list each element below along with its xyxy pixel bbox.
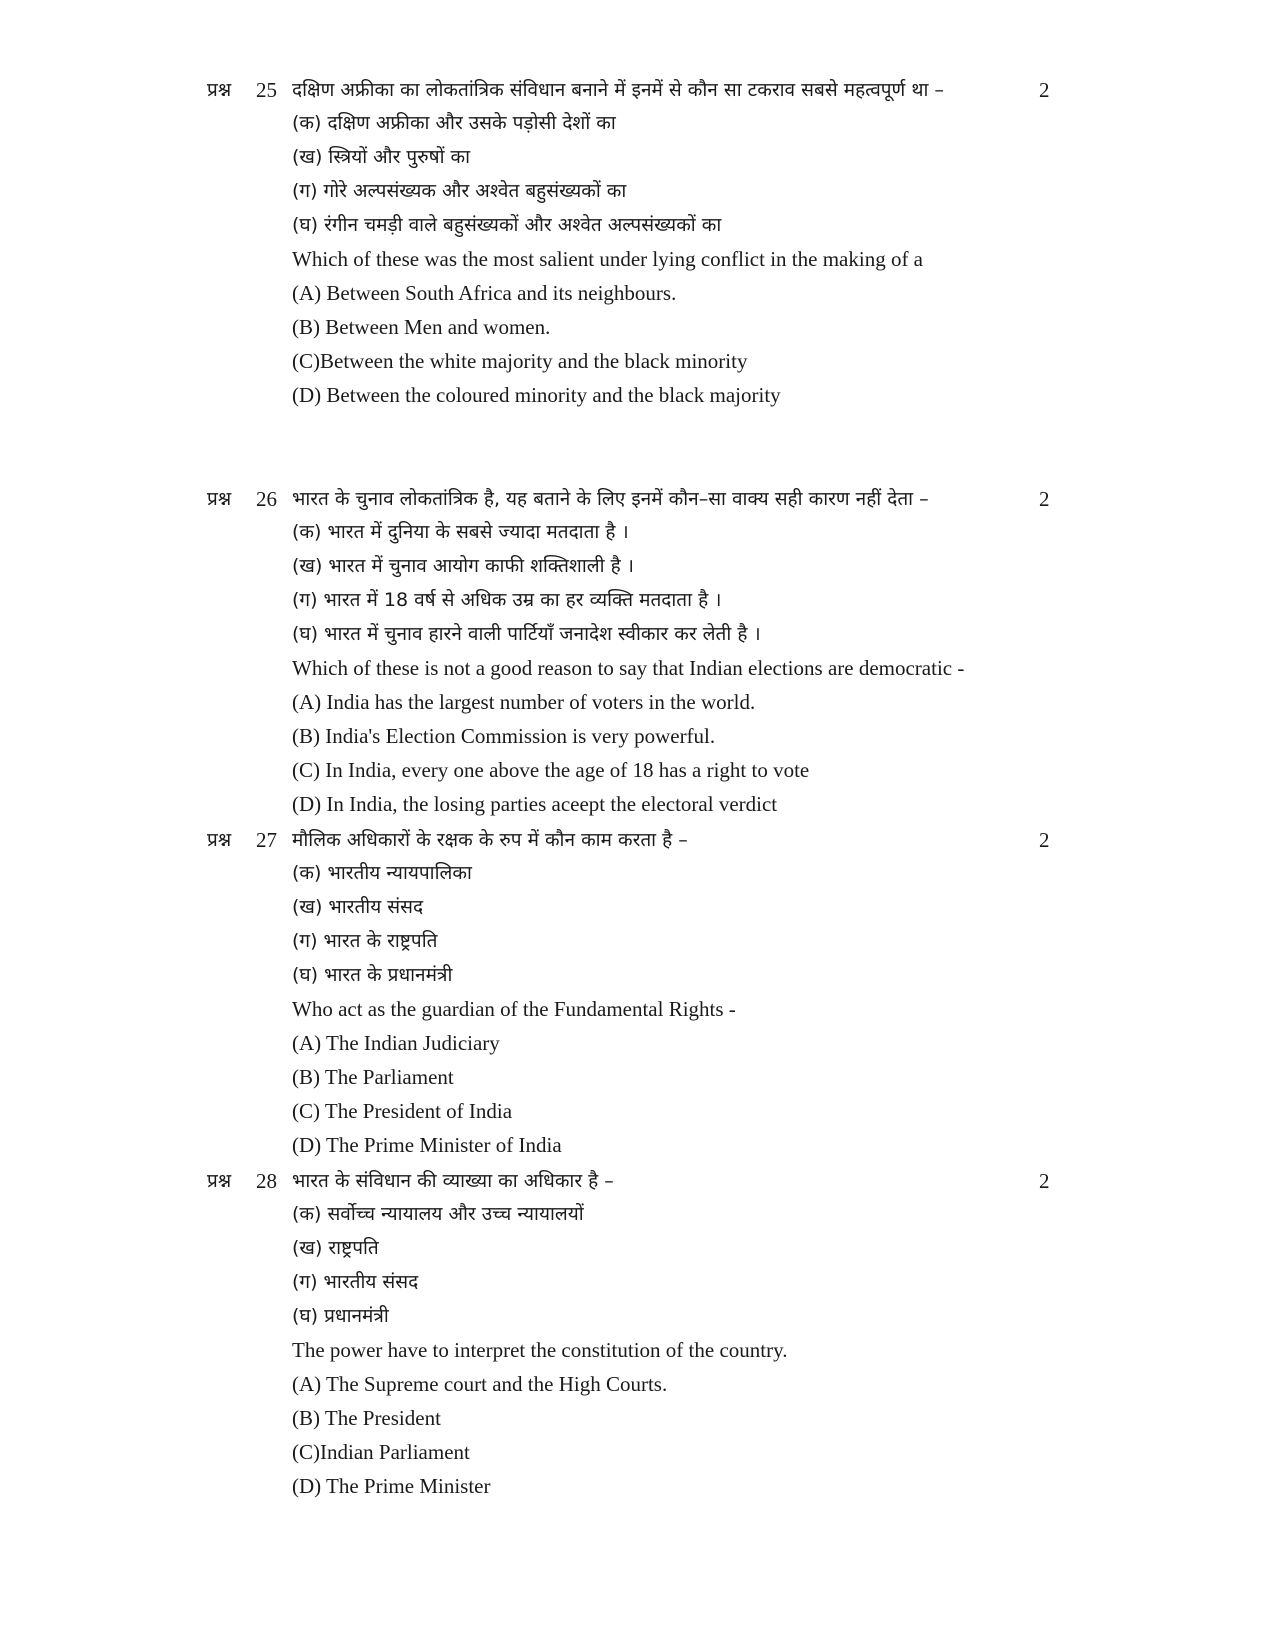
question-number: 27: [256, 828, 277, 852]
option-english-c: (C) The President of India: [292, 1099, 513, 1123]
option-english-d: (D) Between the coloured minority and the black majority: [292, 383, 781, 407]
question-text-english: Which of these was the most salient under lying conflict in the making of a: [292, 247, 924, 271]
question-marks: 2: [1039, 1169, 1050, 1193]
question-header: [0, 74, 1275, 106]
option-english-b: (B) The Parliament: [292, 1065, 454, 1089]
question-26: [0, 483, 1275, 821]
question-marks: 2: [1039, 487, 1050, 511]
question-number: 28: [256, 1169, 277, 1193]
question-25: [0, 74, 1275, 412]
option-hindi-ka: (क) भारतीय न्यायपालिका: [292, 862, 472, 884]
question-label: प्रश्न: [207, 488, 232, 510]
option-english-a: (A) The Indian Judiciary: [292, 1031, 500, 1055]
option-english-a: (A) India has the largest number of voters in the world.: [292, 690, 756, 714]
question-marks: 2: [1039, 78, 1050, 102]
option-hindi-gha: (घ) भारत के प्रधानमंत्री: [292, 964, 453, 986]
question-text-hindi: मौलिक अधिकारों के रक्षक के रुप में कौन काम करता है –: [292, 829, 688, 851]
option-english-c: (C)Between the white majority and the black minority: [292, 349, 748, 373]
option-english-a: (A) The Supreme court and the High Courts.: [292, 1372, 668, 1396]
question-marks: 2: [1039, 828, 1050, 852]
question-text-english: Which of these is not a good reason to say that Indian elections are democratic -: [292, 656, 965, 680]
option-hindi-ka: (क) सर्वोच्च न्यायालय और उच्च न्यायालयों: [292, 1203, 584, 1225]
option-english-b: (B) Between Men and women.: [292, 315, 551, 339]
option-hindi-kha: (ख) भारत में चुनाव आयोग काफी शक्तिशाली है ।: [292, 555, 634, 577]
option-hindi-gha: (घ) रंगीन चमड़ी वाले बहुसंख्यकों और अश्वेत अल्पसंख्यकों का: [292, 214, 722, 236]
question-text-hindi: भारत के चुनाव लोकतांत्रिक है, यह बताने के लिए इनमें कौन–सा वाक्य सही कारण नहीं देता –: [292, 488, 929, 510]
question-27: [0, 824, 1275, 1162]
question-header: [0, 824, 1275, 856]
option-english-b: (B) The President: [292, 1406, 441, 1430]
option-hindi-ka: (क) भारत में दुनिया के सबसे ज्यादा मतदाता है ।: [292, 521, 629, 543]
option-hindi-gha: (घ) प्रधानमंत्री: [292, 1305, 389, 1327]
option-hindi-ga: (ग) गोरे अल्पसंख्यक और अश्वेत बहुसंख्यकों का: [292, 180, 627, 202]
option-english-d: (D) The Prime Minister: [292, 1474, 491, 1498]
question-text-english: The power have to interpret the constitution of the country.: [292, 1338, 788, 1362]
option-hindi-gha: (घ) भारत में चुनाव हारने वाली पार्टियाँ जनादेश स्वीकार कर लेती है ।: [292, 623, 761, 645]
option-hindi-ga: (ग) भारतीय संसद: [292, 1271, 419, 1293]
option-english-d: (D) The Prime Minister of India: [292, 1133, 562, 1157]
option-hindi-ga: (ग) भारत में 18 वर्ष से अधिक उम्र का हर व्यक्ति मतदाता है ।: [292, 589, 722, 611]
question-28: [0, 1165, 1275, 1503]
option-english-c: (C) In India, every one above the age of 18 has a right to vote: [292, 758, 810, 782]
option-hindi-kha: (ख) स्त्रियों और पुरुषों का: [292, 146, 471, 168]
option-english-d: (D) In India, the losing parties aceept the electoral verdict: [292, 792, 778, 816]
option-english-b: (B) India's Election Commission is very powerful.: [292, 724, 716, 748]
option-hindi-ka: (क) दक्षिण अफ्रीका और उसके पड़ोसी देशों का: [292, 112, 616, 134]
question-text-hindi: दक्षिण अफ्रीका का लोकतांत्रिक संविधान बनाने में इनमें से कौन सा टकराव सबसे महत्वपूर्ण था –: [292, 79, 944, 101]
question-label: प्रश्न: [207, 829, 232, 851]
question-header: [0, 1165, 1275, 1197]
question-number: 25: [256, 78, 277, 102]
option-hindi-kha: (ख) भारतीय संसद: [292, 896, 424, 918]
option-hindi-ga: (ग) भारत के राष्ट्रपति: [292, 930, 438, 952]
question-label: प्रश्न: [207, 79, 232, 101]
option-hindi-kha: (ख) राष्ट्रपति: [292, 1237, 379, 1259]
question-header: [0, 483, 1275, 515]
option-english-a: (A) Between South Africa and its neighbours.: [292, 281, 677, 305]
question-number: 26: [256, 487, 277, 511]
question-label: प्रश्न: [207, 1170, 232, 1192]
question-text-hindi: भारत के संविधान की व्याख्या का अधिकार है –: [292, 1170, 614, 1192]
option-english-c: (C)Indian Parliament: [292, 1440, 470, 1464]
question-text-english: Who act as the guardian of the Fundamental Rights -: [292, 997, 736, 1021]
